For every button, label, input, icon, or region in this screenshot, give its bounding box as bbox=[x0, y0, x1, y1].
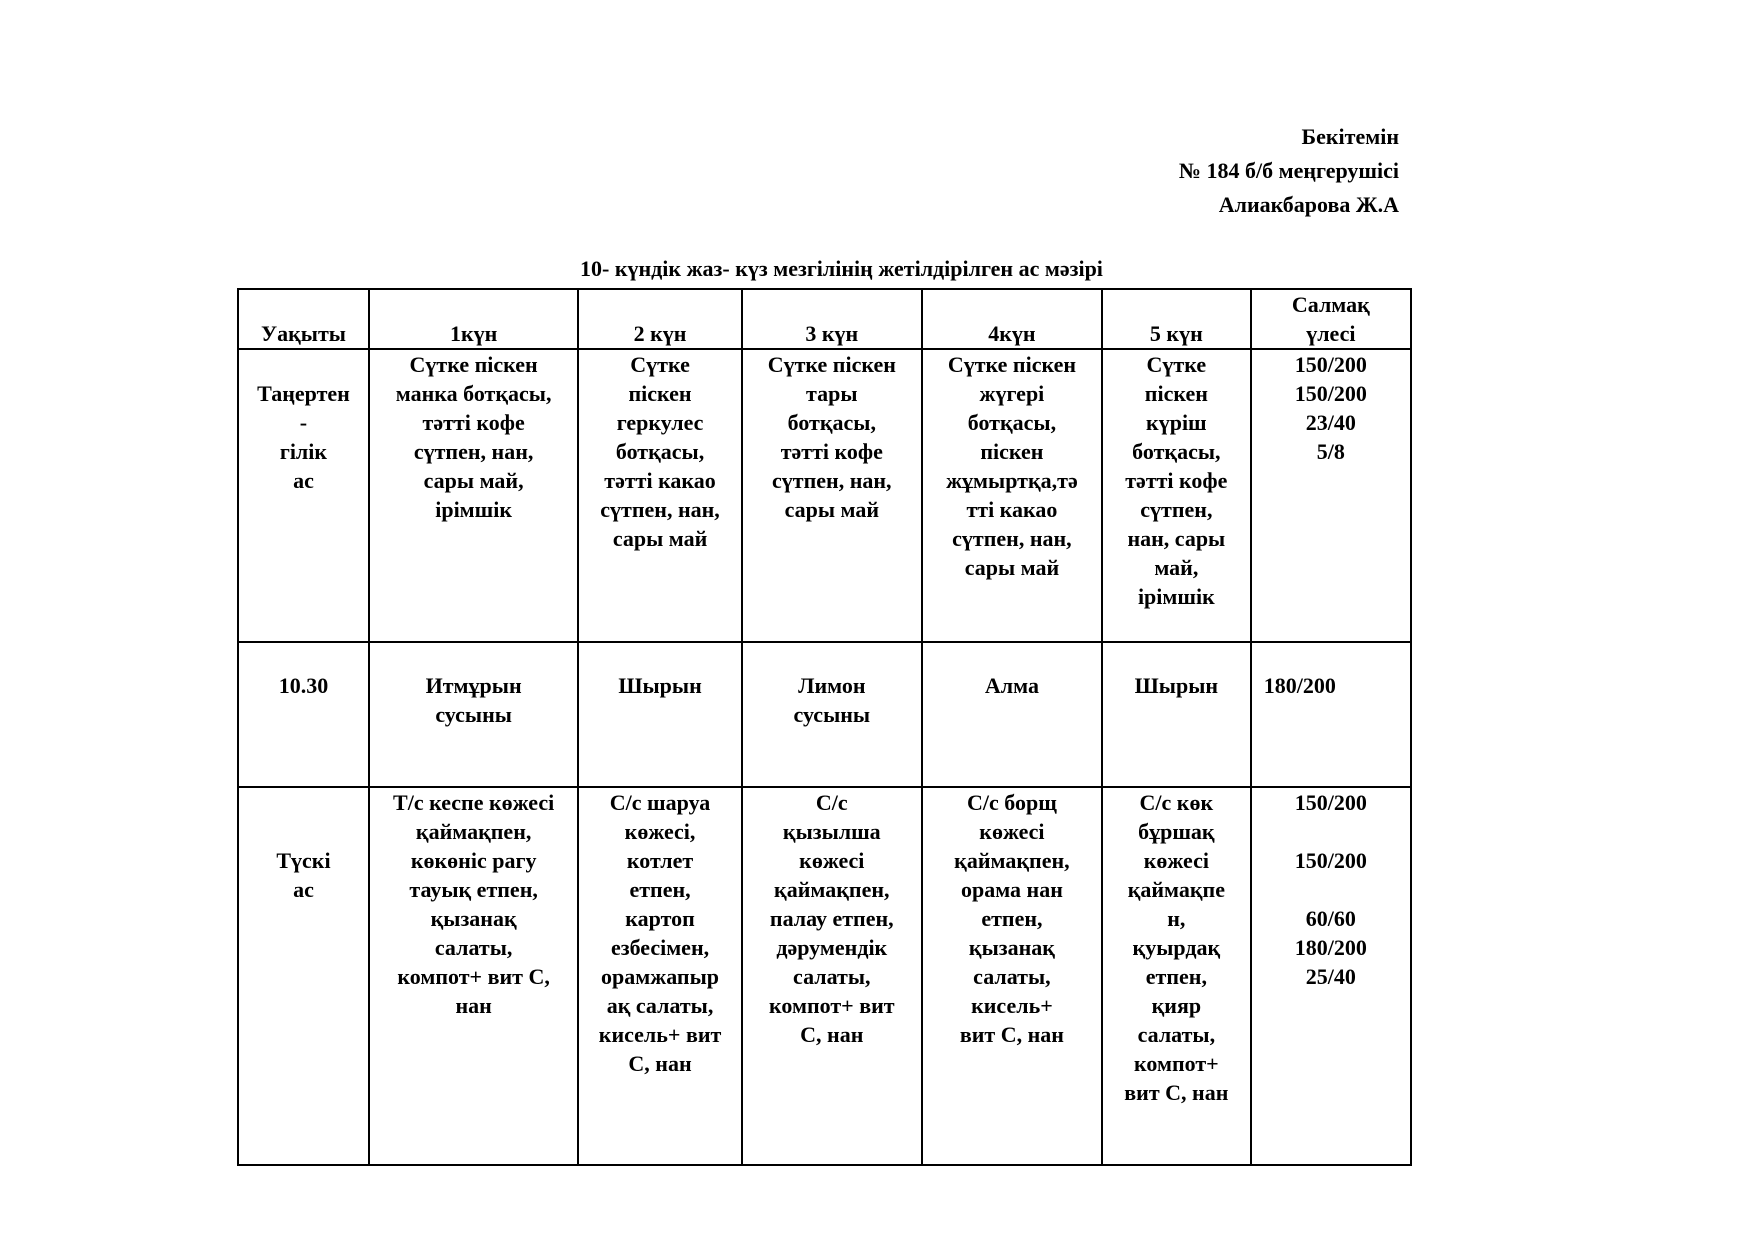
cell-line: ботқасы, bbox=[787, 410, 876, 435]
cell-line: С, нан bbox=[800, 1022, 864, 1047]
cell-line: сары май, bbox=[423, 468, 524, 493]
cell-line: жүгері bbox=[979, 381, 1045, 406]
header-day-3: 3 күн bbox=[742, 289, 922, 349]
menu-table bbox=[237, 288, 1412, 1166]
header-day-4: 4күн bbox=[922, 289, 1102, 349]
cell-line: көжесі bbox=[979, 819, 1045, 844]
snack-time-cell: 10.30 bbox=[238, 642, 369, 787]
lunch-day-3-cell bbox=[742, 787, 922, 1165]
cell-line: сүтпен, нан, bbox=[413, 439, 534, 464]
cell-line: қияр bbox=[1151, 993, 1202, 1018]
breakfast-day-4-cell bbox=[922, 349, 1102, 642]
cell-line: сүтпен, нан, bbox=[772, 468, 892, 493]
cell-line: көжесі bbox=[799, 848, 865, 873]
cell-line: ірімшік bbox=[1137, 584, 1215, 609]
cell-line: 150/200 bbox=[1294, 790, 1367, 815]
snack-weight-cell: 180/200 bbox=[1251, 642, 1411, 787]
cell-line: Итмұрын bbox=[425, 673, 522, 698]
cell-line: піскен bbox=[628, 381, 692, 406]
cell-line: С/с көк bbox=[1139, 790, 1214, 815]
cell-line: тары bbox=[806, 381, 858, 406]
cell-line: тәтті какао bbox=[604, 468, 716, 493]
cell-line: Сүтке піскен bbox=[409, 352, 538, 377]
cell-line: тауық етпен, bbox=[409, 877, 538, 902]
lunch-weight-cell bbox=[1251, 787, 1411, 1165]
header-weight-line-1: Салмақ bbox=[1291, 292, 1370, 317]
breakfast-day-5-cell bbox=[1102, 349, 1251, 642]
lunch-day-1-cell bbox=[369, 787, 578, 1165]
cell-line: орама нан bbox=[960, 877, 1063, 902]
cell-line: көкөніс рагу bbox=[410, 848, 537, 873]
header-row bbox=[238, 289, 1411, 349]
cell-line: картоп bbox=[625, 906, 695, 931]
cell-line: 5/8 bbox=[1316, 439, 1345, 464]
lunch-day-5-cell bbox=[1102, 787, 1251, 1165]
header-time: Уақыты bbox=[238, 289, 369, 349]
cell-line: піскен bbox=[1144, 381, 1208, 406]
cell-line: 150/200 bbox=[1294, 352, 1367, 377]
cell-line: 180/200 bbox=[1294, 935, 1367, 960]
breakfast-day-3-cell bbox=[742, 349, 922, 642]
breakfast-day-2-cell bbox=[578, 349, 741, 642]
cell-line: гілік bbox=[279, 439, 328, 464]
breakfast-row bbox=[238, 349, 1411, 642]
cell-line: салаты, bbox=[1137, 1022, 1216, 1047]
snack-day-5-cell bbox=[1102, 642, 1251, 787]
lunch-day-2-cell bbox=[578, 787, 741, 1165]
cell-line: ас bbox=[293, 877, 314, 902]
cell-line: компот+ вит bbox=[769, 993, 895, 1018]
menu-title: 10- күндік жаз- күз мезгілінің жетілдірілген ас мәзірі bbox=[580, 256, 1103, 281]
cell-line: С/с борщ bbox=[967, 790, 1057, 815]
cell-line: кисель+ bbox=[971, 993, 1053, 1018]
cell-line: кисель+ вит bbox=[598, 1022, 722, 1047]
cell-line: бұршақ bbox=[1138, 819, 1215, 844]
snack-day-2-cell bbox=[578, 642, 741, 787]
cell-line bbox=[1256, 817, 1406, 846]
cell-line: сүтпен, bbox=[1140, 497, 1213, 522]
header-weight-line-2: үлесі bbox=[1306, 321, 1356, 346]
cell-line: етпен, bbox=[1145, 964, 1207, 989]
header-day-2: 2 күн bbox=[578, 289, 741, 349]
cell-line: езбесімен, bbox=[610, 935, 710, 960]
cell-line: май, bbox=[1154, 555, 1199, 580]
cell-line: манка ботқасы, bbox=[395, 381, 552, 406]
cell-line: Таңертен bbox=[257, 381, 350, 406]
cell-line: Лимон bbox=[798, 673, 866, 698]
cell-line: сары май bbox=[964, 555, 1060, 580]
cell-line: көжесі, bbox=[624, 819, 696, 844]
cell-line: тті какао bbox=[966, 497, 1058, 522]
cell-line: орамжапыр bbox=[601, 964, 720, 989]
cell-line: тәтті кофе bbox=[422, 410, 525, 435]
cell-line: ботқасы, bbox=[615, 439, 705, 464]
breakfast-weight-cell bbox=[1251, 349, 1411, 642]
cell-line: қызанақ bbox=[968, 935, 1055, 960]
snack-day-4-cell bbox=[922, 642, 1102, 787]
cell-line: қызылша bbox=[782, 819, 881, 844]
cell-line: сары май bbox=[784, 497, 880, 522]
cell-line: Шырын bbox=[618, 673, 702, 698]
cell-line: Т/с кеспе көжесі bbox=[393, 790, 555, 815]
cell-line: ақ салаты, bbox=[606, 993, 714, 1018]
cell-line: С/с bbox=[815, 790, 848, 815]
header-weight bbox=[1251, 289, 1411, 349]
cell-line: жұмыртқа,тә bbox=[946, 468, 1078, 493]
cell-line: қызанақ bbox=[430, 906, 517, 931]
cell-line: Шырын bbox=[1134, 673, 1219, 698]
cell-line: етпен, bbox=[981, 906, 1043, 931]
cell-line: Түскі bbox=[276, 848, 331, 873]
cell-line: піскен bbox=[980, 439, 1044, 464]
cell-line: ас bbox=[293, 468, 314, 493]
cell-line: қаймақпе bbox=[1127, 877, 1225, 902]
cell-line: 150/200 bbox=[1294, 381, 1367, 406]
cell-line: дәрумендік bbox=[776, 935, 888, 960]
header-day-1: 1күн bbox=[369, 289, 578, 349]
cell-line: вит С, нан bbox=[1124, 1080, 1229, 1105]
cell-line: н, bbox=[1167, 906, 1186, 931]
cell-line: 150/200 bbox=[1294, 848, 1367, 873]
cell-line: вит С, нан bbox=[959, 1022, 1064, 1047]
cell-line: сүтпен, нан, bbox=[952, 526, 1072, 551]
cell-line: қаймақпен, bbox=[774, 877, 890, 902]
approval-line-2: № 184 б/б меңгерушісі bbox=[1178, 158, 1399, 183]
lunch-day-4-cell bbox=[922, 787, 1102, 1165]
header-day-5: 5 күн bbox=[1102, 289, 1251, 349]
cell-line: сары май bbox=[612, 526, 708, 551]
approval-block bbox=[1179, 120, 1399, 222]
snack-day-3-cell bbox=[742, 642, 922, 787]
cell-line: нан, сары bbox=[1127, 526, 1226, 551]
cell-line: сүтпен, нан, bbox=[600, 497, 720, 522]
cell-line: тәтті кофе bbox=[1125, 468, 1228, 493]
cell-line: компот+ вит С, bbox=[397, 964, 550, 989]
lunch-row bbox=[238, 787, 1411, 1165]
cell-line: сусыны bbox=[793, 702, 871, 727]
cell-line: С, нан bbox=[628, 1051, 692, 1076]
cell-line: - bbox=[299, 410, 308, 435]
cell-line: Сүтке піскен bbox=[767, 352, 896, 377]
cell-line: етпен, bbox=[629, 877, 691, 902]
cell-line: ірімшік bbox=[435, 497, 513, 522]
cell-line: нан bbox=[455, 993, 492, 1018]
cell-line: геркулес bbox=[616, 410, 704, 435]
cell-line: салаты, bbox=[973, 964, 1051, 989]
cell-line: қуырдақ bbox=[1132, 935, 1221, 960]
cell-line: күріш bbox=[1146, 410, 1207, 435]
cell-line: палау етпен, bbox=[769, 906, 894, 931]
approval-line-3: Алиакбарова Ж.А bbox=[1218, 192, 1399, 217]
lunch-time-cell bbox=[238, 787, 369, 1165]
cell-line: компот+ bbox=[1134, 1051, 1219, 1076]
cell-line: 60/60 bbox=[1305, 906, 1356, 931]
breakfast-day-1-cell bbox=[369, 349, 578, 642]
cell-line bbox=[1256, 875, 1406, 904]
approval-line-1: Бекітемін bbox=[1301, 124, 1399, 149]
cell-line: котлет bbox=[626, 848, 694, 873]
snack-day-1-cell bbox=[369, 642, 578, 787]
cell-line: қаймақпен, bbox=[954, 848, 1070, 873]
cell-line: Сүтке bbox=[1146, 352, 1207, 377]
cell-line: салаты, bbox=[434, 935, 513, 960]
cell-line: Сүтке bbox=[630, 352, 690, 377]
snack-row bbox=[238, 642, 1411, 787]
cell-line: 25/40 bbox=[1305, 964, 1356, 989]
cell-line: С/с шаруа bbox=[609, 790, 711, 815]
cell-line: 23/40 bbox=[1305, 410, 1356, 435]
cell-line: қаймақпен, bbox=[415, 819, 532, 844]
cell-line: сусыны bbox=[435, 702, 512, 727]
cell-line: Алма bbox=[984, 673, 1039, 698]
cell-line: көжесі bbox=[1143, 848, 1209, 873]
cell-line: салаты, bbox=[793, 964, 871, 989]
cell-line: ботқасы, bbox=[967, 410, 1057, 435]
breakfast-time-cell bbox=[238, 349, 369, 642]
cell-line: тәтті кофе bbox=[780, 439, 883, 464]
cell-line: ботқасы, bbox=[1132, 439, 1221, 464]
cell-line: Сүтке піскен bbox=[947, 352, 1077, 377]
